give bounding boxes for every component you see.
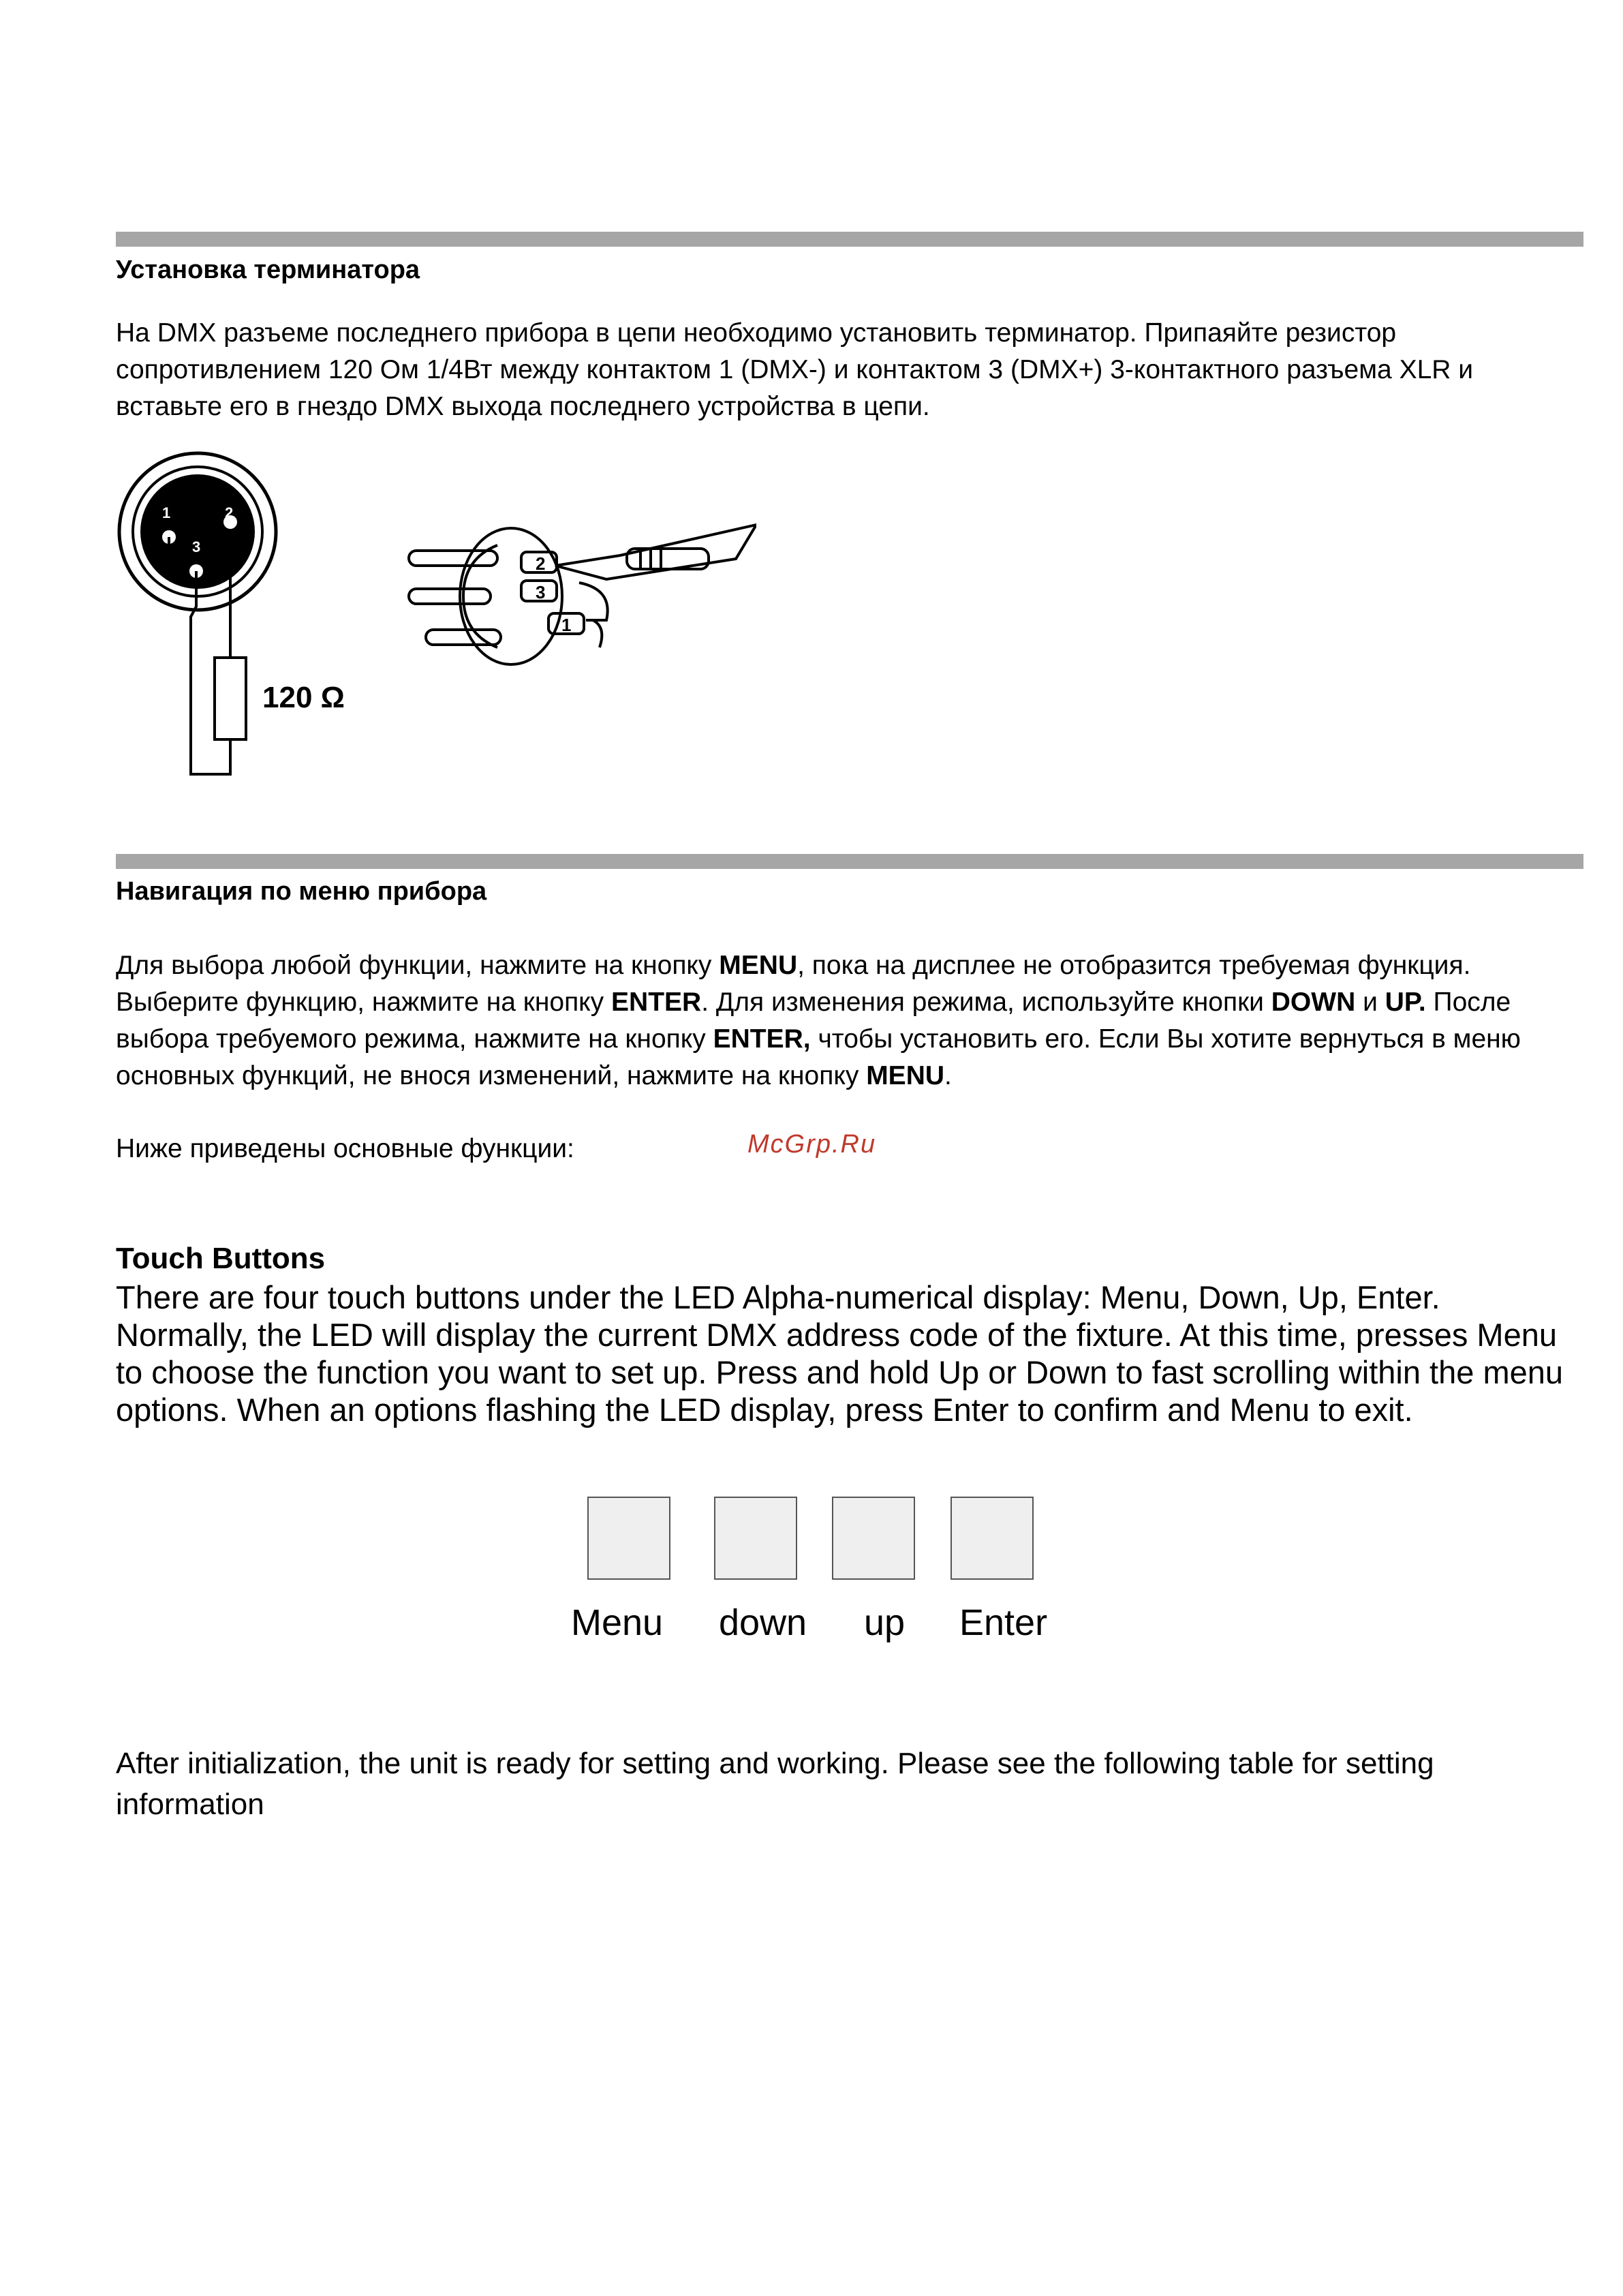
xlr-terminator-diagram — [109, 450, 395, 791]
button-label-down: down — [719, 1602, 807, 1643]
terminator-paragraph: На DMX разъеме последнего прибора в цепи необходимо установить терминатор. Припаяйте резистор сопротивлением 120 Ом 1/4Вт между контактом 1 (DMX-) и контактом 3 (DMX+) 3-контактного разъема XLR и вставьте его в гнездо DMX выхода последнего устройства в цепи. — [116, 318, 1474, 421]
navigation-paragraph — [116, 947, 1581, 1095]
touch-button-up[interactable] — [832, 1497, 915, 1580]
section-title-navigation: Навигация по меню прибора — [116, 877, 487, 906]
nav-enter-2: ENTER, — [713, 1024, 811, 1054]
xlr-plug-illustration — [402, 518, 756, 668]
plug-pin-3-label: 3 — [536, 582, 546, 602]
nav-text-2: , пока на дисплее не отобразится требуемая функция. Выберите функцию, нажмите на кнопку — [116, 951, 1471, 1017]
touch-button-down[interactable] — [714, 1497, 797, 1580]
nav-text-4: и — [1355, 988, 1385, 1017]
watermark: McGrp.Ru — [747, 1130, 877, 1159]
nav-menu-1: MENU — [719, 951, 798, 980]
nav-up: UP. — [1385, 988, 1426, 1017]
pin-2-label: 2 — [225, 504, 234, 521]
section-divider-1 — [116, 232, 1583, 247]
functions-intro: Ниже приведены основные функции: — [116, 1134, 574, 1163]
initialization-paragraph: After initialization, the unit is ready for setting and working. Please see the following table for setting information — [116, 1747, 1434, 1821]
plug-pin-2-label: 2 — [536, 553, 546, 574]
button-label-up: up — [864, 1602, 906, 1643]
plug-pin-1-label: 1 — [561, 615, 572, 635]
nav-text-3: . Для изменения режима, используйте кнопки — [701, 988, 1271, 1017]
button-label-enter: Enter — [959, 1602, 1048, 1643]
nav-enter-1: ENTER — [611, 988, 702, 1017]
resistor-label: 120 Ω — [262, 681, 345, 714]
nav-text-6: чтобы установить его. Если Вы хотите вернуться в меню основных функций, не внося изменений, нажмите на кнопку — [116, 1024, 1521, 1090]
section-title-terminator: Установка терминатора — [116, 256, 420, 284]
touch-buttons-paragraph: There are four touch buttons under the LED Alpha-numerical display: Menu, Down, Up, Enter. Normally, the LED will display the current DMX address code of the fixture. At this time, presses Menu to choose the function you want to set up. Press and hold Up or Down to fast scrolling within the menu options. When an options flashing the LED display, press Enter to confirm and Menu to exit. — [116, 1279, 1564, 1428]
pin-1-label: 1 — [162, 504, 171, 521]
section-divider-2 — [116, 854, 1583, 869]
button-label-menu: Menu — [571, 1602, 664, 1643]
nav-down: DOWN — [1271, 988, 1356, 1017]
resistor — [215, 658, 246, 739]
nav-text-5: После выбора требуемого режима, нажмите на кнопку — [116, 988, 1511, 1054]
touch-button-enter[interactable] — [950, 1497, 1034, 1580]
touch-button-menu[interactable] — [587, 1497, 670, 1580]
nav-menu-2: MENU — [866, 1061, 945, 1090]
nav-text-7: . — [944, 1061, 952, 1090]
touch-buttons-title: Touch Buttons — [116, 1242, 326, 1275]
nav-text-1: Для выбора любой функции, нажмите на кнопку — [116, 951, 720, 980]
pin-3-label: 3 — [192, 538, 201, 555]
